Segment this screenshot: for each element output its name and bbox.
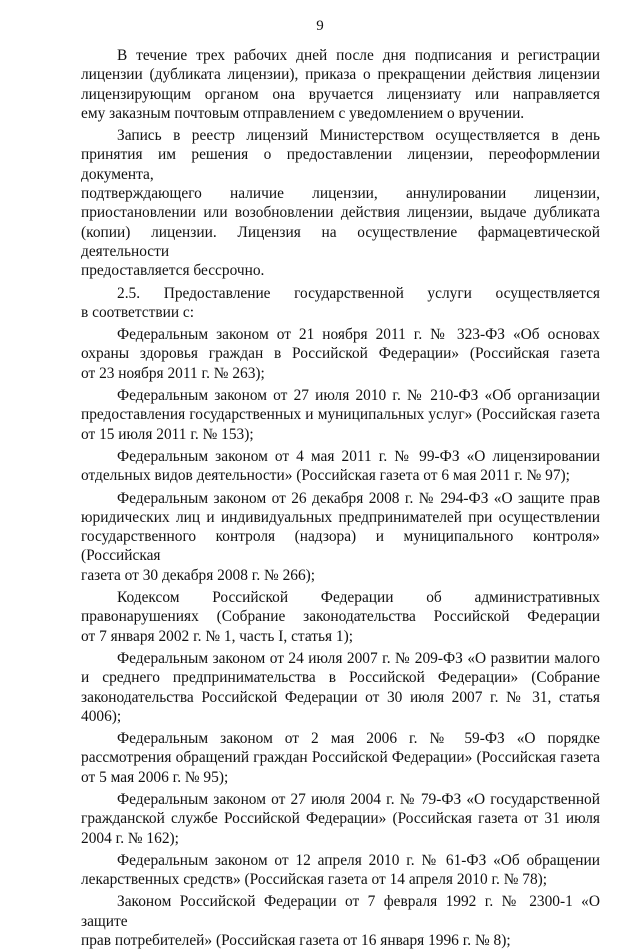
paragraph-line: от 7 января 2002 г. № 1, часть I, статья 1); — [81, 627, 354, 645]
paragraph-line: лицензии (дубликата лицензии), приказа о прекращении действия лицензии — [81, 66, 600, 84]
paragraph-line: правонарушениях (Собрание законодательства Российской Федерации — [81, 608, 600, 626]
paragraph-line: Федеральным законом от 12 апреля 2010 г. № 61-ФЗ «Об обращении — [117, 851, 600, 869]
paragraph-line: лекарственных средств» (Российская газета от 14 апреля 2010 г. № 78); — [81, 871, 548, 889]
paragraph-line: газета от 30 декабря 2008 г. № 266); — [81, 566, 316, 584]
paragraph-line: лицензирующим органом она вручается лицензиату или направляется — [81, 85, 600, 103]
paragraph-line: 2.5. Предоставление государственной услуги осуществляется — [117, 284, 600, 302]
paragraph — [81, 489, 600, 585]
paragraph-line: от 15 июля 2011 г. № 153); — [81, 425, 254, 443]
paragraph-line: Федеральным законом от 27 июля 2004 г. № 79-ФЗ «О государственной — [117, 790, 600, 808]
paragraph — [81, 649, 600, 726]
paragraph-line: охраны здоровья граждан в Российской Федерации» (Российская газета — [81, 345, 600, 363]
paragraph-line: Федеральным законом от 26 декабря 2008 г. № 294-ФЗ «О защите прав — [117, 489, 600, 507]
paragraph-line: Федеральным законом от 24 июля 2007 г. № 209-ФЗ «О развитии малого — [117, 649, 600, 667]
paragraph-line: принятия им решения о предоставлении лицензии, переоформлении документа, — [81, 146, 600, 183]
paragraph-line: Кодексом Российской Федерации об административных — [117, 589, 600, 607]
paragraph-line: Запись в реестр лицензий Министерством осуществляется в день — [117, 127, 600, 145]
paragraph-line: В течение трех рабочих дней после дня подписания и регистрации — [117, 47, 600, 64]
paragraph-line: прав потребителей» (Российская газета от 16 января 1996 г. № 8); — [81, 932, 511, 950]
paragraph-line: Федеральным законом от 21 ноября 2011 г. № 323-ФЗ «Об основах — [117, 326, 600, 344]
paragraph — [81, 588, 600, 646]
page-number: 9 — [316, 18, 324, 34]
paragraph-line: предоставляется бессрочно. — [81, 262, 265, 280]
paragraph-line: в соответствии с: — [81, 303, 195, 321]
paragraph — [81, 447, 600, 486]
paragraph-line: законодательства Российской Федерации от 30 июля 2007 г. № 31, статья 4006); — [81, 688, 600, 725]
paragraph — [81, 892, 600, 950]
paragraph-line: юридических лиц и индивидуальных предпринимателей при осуществлении — [81, 508, 600, 526]
paragraph-line: от 5 мая 2006 г. № 95); — [81, 768, 229, 786]
paragraph — [81, 790, 600, 848]
paragraph — [81, 284, 600, 323]
document-body — [81, 46, 600, 950]
paragraph-line: и среднего предпринимательства в Российской Федерации» (Собрание — [81, 669, 600, 687]
paragraph-line: государственного контроля (надзора) и муниципального контроля» (Российская — [81, 528, 600, 565]
paragraph — [81, 46, 600, 123]
paragraph — [81, 729, 600, 787]
paragraph-line: приостановлении или возобновлении действия лицензии, выдаче дубликата — [81, 204, 600, 222]
paragraph — [81, 126, 600, 280]
paragraph-line: Законом Российской Федерации от 7 февраля 1992 г. № 2300-1 «О защите — [81, 893, 600, 930]
paragraph — [81, 325, 600, 383]
paragraph-line: предоставления государственных и муниципальных услуг» (Российская газета — [81, 406, 600, 424]
paragraph-line: Федеральным законом от 4 мая 2011 г. № 99-ФЗ «О лицензировании — [117, 447, 600, 465]
paragraph-line: ему заказным почтовым отправлением с уведомлением о вручении. — [81, 104, 525, 122]
paragraph-line: Федеральным законом от 27 июля 2010 г. № 210-ФЗ «Об организации — [117, 387, 600, 405]
paragraph-line: 2004 г. № 162); — [81, 829, 179, 847]
paragraph-line: подтверждающего наличие лицензии, аннулировании лицензии, — [81, 185, 600, 203]
paragraph-line: (копии) лицензии. Лицензия на осуществление фармацевтической деятельности — [81, 223, 600, 260]
paragraph-line: рассмотрения обращений граждан Российской Федерации» (Российская газета — [81, 749, 600, 767]
paragraph-line: отдельных видов деятельности» (Российская газета от 6 мая 2011 г. № 97); — [81, 467, 570, 485]
paragraph-line: гражданской службе Российской Федерации» (Российская газета от 31 июля — [81, 810, 600, 828]
paragraph-line: от 23 ноября 2011 г. № 263); — [81, 364, 265, 382]
paragraph-line: Федеральным законом от 2 мая 2006 г. № 59-ФЗ «О порядке — [117, 730, 600, 748]
paragraph — [81, 851, 600, 890]
paragraph — [81, 386, 600, 444]
